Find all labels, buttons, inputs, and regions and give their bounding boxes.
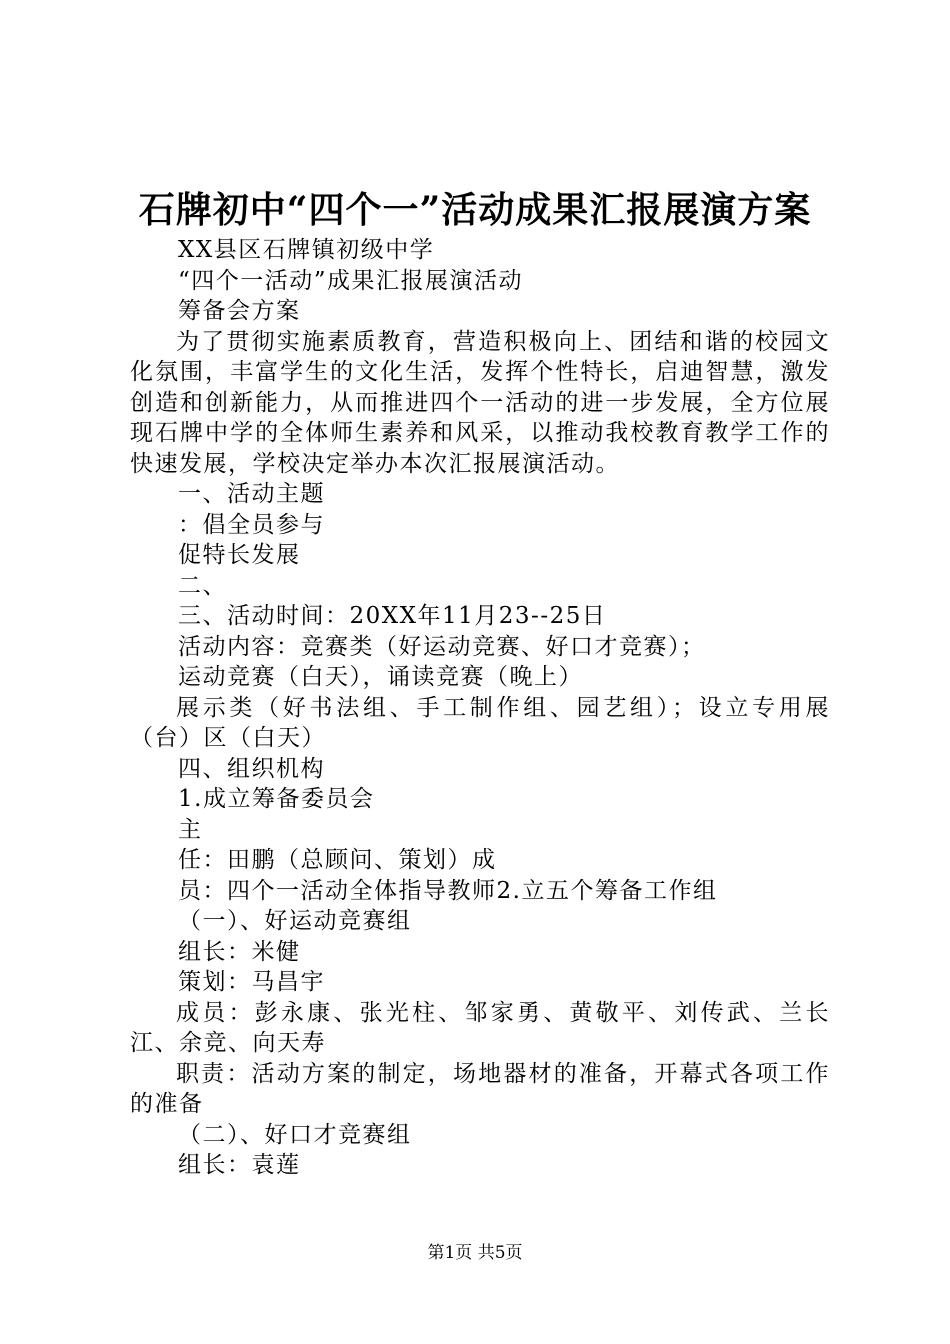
page-number-footer: 第1页 共5页 <box>427 1243 523 1263</box>
group-one-duties: 职责：活动方案的制定，场地器材的准备，开幕式各项工作的准备 <box>130 1060 830 1117</box>
plan-heading-line: 筹备会方案 <box>178 298 301 324</box>
chair-line: 任：田鹏（总顾问、策划）成 <box>178 847 497 873</box>
chair-prefix-line: 主 <box>178 816 203 843</box>
section-time-line: 三、活动时间：20XX年11月23--25日 <box>178 603 607 629</box>
document-body <box>130 235 830 1181</box>
activity-content-line: 活动内容：竞赛类（好运动竞赛、好口才竞赛）； <box>178 633 706 660</box>
group-two-leader: 组长：袁莲 <box>178 1152 301 1178</box>
committee-line: 1.成立筹备委员会 <box>178 786 375 812</box>
members-line: 员：四个一活动全体指导教师2.立五个筹备工作组 <box>178 877 718 904</box>
group-two-heading: （二）、好口才竞赛组 <box>178 1121 412 1148</box>
section-organization-heading: 四、组织机构 <box>178 755 325 782</box>
theme-line-2: 促特长发展 <box>178 542 301 568</box>
group-one-heading: （一）、好运动竞赛组 <box>178 908 412 934</box>
exhibition-paragraph: 展示类（好书法组、手工制作组、园艺组）；设立专用展（台）区（白天） <box>130 694 830 751</box>
theme-line-1: ：倡全员参与 <box>178 511 325 538</box>
section-theme-heading: 一、活动主题 <box>178 481 325 507</box>
activity-name-line: “四个一活动”成果汇报展演活动 <box>178 267 524 294</box>
group-one-planner: 策划：马昌宇 <box>178 969 325 995</box>
competition-schedule-line: 运动竞赛（白天），诵读竞赛（晚上） <box>178 664 583 690</box>
group-one-members: 成员：彭永康、张光柱、邹家勇、黄敬平、刘传武、兰长江、余竞、向天寿 <box>130 999 830 1056</box>
intro-paragraph: 为了贯彻实施素质教育，营造积极向上、团结和谐的校园文化氛围，丰富学生的文化生活，发挥个性特长，启迪智慧，激发创造和创新能力，从而推进四个一活动的进一步发展，全方位展现石牌中学的全体师生素养和风采，以推动我校教育教学工作的快速发展，学校决定举办本次汇报展演活动。 <box>130 328 830 477</box>
school-name-line: XX县区石牌镇初级中学 <box>178 237 435 263</box>
group-one-leader: 组长：米健 <box>178 938 301 965</box>
document-title: 石牌初中“四个一”活动成果汇报展演方案 <box>138 189 812 231</box>
section-two-heading: 二、 <box>178 572 227 599</box>
